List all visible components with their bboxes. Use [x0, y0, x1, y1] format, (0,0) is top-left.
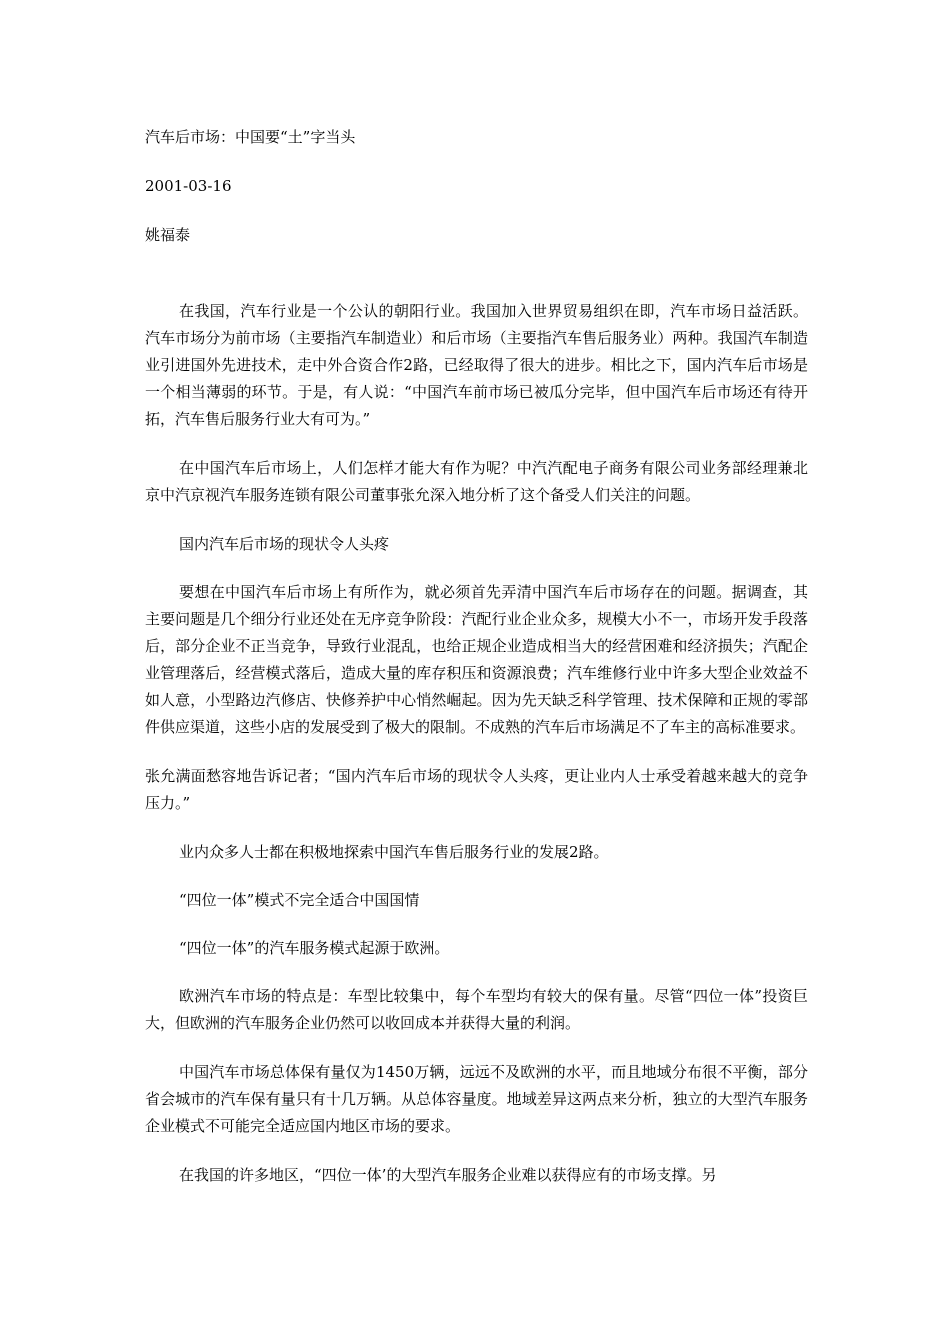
article-date: 2001-03-16 — [145, 177, 232, 195]
paragraph-europe: 欧洲汽车市场的特点是：车型比较集中，每个车型均有较大的保有量。尽管“四位一体”投资巨大，但欧洲的汽车服务企业仍然可以收回成本并获得大量的利润。 — [145, 987, 808, 1032]
section-heading-four-in-one: “四位一体”模式不完全适合中国国情 — [179, 891, 420, 909]
article-title: 汽车后市场：中国要“土”字当头 — [145, 128, 356, 146]
article-author: 姚福泰 — [145, 226, 191, 244]
paragraph-intro: 在我国，汽车行业是一个公认的朝阳行业。我国加入世界贸易组织在即，汽车市场日益活跃。汽车市场分为前市场（主要指汽车制造业）和后市场（主要指汽车售后服务业）两种。我国汽车制造业引进国外先进技术，走中外合资合作2路，已经取得了很大的进步。相比之下，国内汽车后市场是一个相当薄弱的环节。于是，有人说：“中国汽车前市场已被瓜分完毕，但中国汽车后市场还有待开拓，汽车售后服务行业大有可为。” — [145, 302, 808, 428]
paragraph-exploration: 业内众多人士都在积极地探索中国汽车售后服务行业的发展2路。 — [179, 843, 609, 861]
paragraph-question: 在中国汽车后市场上，人们怎样才能大有作为呢？中汽汽配电子商务有限公司业务部经理兼北京中汽京视汽车服务连锁有限公司董事张允深入地分析了这个备受人们关注的问题。 — [145, 459, 808, 504]
paragraph-quote: 张允满面愁容地告诉记者；“国内汽车后市场的现状令人头疼，更让业内人士承受着越来越大的竞争压力。” — [145, 767, 808, 812]
paragraph-china-market: 中国汽车市场总体保有量仅为1450万辆，远远不及欧洲的水平，而且地域分布很不平衡，部分省会城市的汽车保有量只有十几万辆。从总体容量度。地域差异这两点来分析，独立的大型汽车服务企业模式不可能完全适应国内地区市场的要求。 — [145, 1063, 808, 1135]
paragraph-origin: “四位一体”的汽车服务模式起源于欧洲。 — [179, 939, 450, 957]
section-heading-current-status: 国内汽车后市场的现状令人头疼 — [179, 535, 390, 553]
paragraph-problems: 要想在中国汽车后市场上有所作为，就必须首先弄清中国汽车后市场存在的问题。据调查，其主要问题是几个细分行业还处在无序竞争阶段：汽配行业企业众多，规模大小不一，市场开发手段落后，部分企业不正当竞争，导致行业混乱，也给正规企业造成相当大的经营困难和经济损失；汽配企业管理落后，经营模式落后，造成大量的库存积压和资源浪费；汽车维修行业中许多大型企业效益不如人意，小型路边汽修店、快修养护中心悄然崛起。因为先天缺乏科学管理、技术保障和正规的零部件供应渠道，这些小店的发展受到了极大的限制。不成熟的汽车后市场满足不了车主的高标准要求。 — [145, 583, 808, 736]
paragraph-regions: 在我国的许多地区，“四位一体’的大型汽车服务企业难以获得应有的市场支撑。另 — [179, 1166, 717, 1184]
document-page — [145, 126, 808, 1211]
